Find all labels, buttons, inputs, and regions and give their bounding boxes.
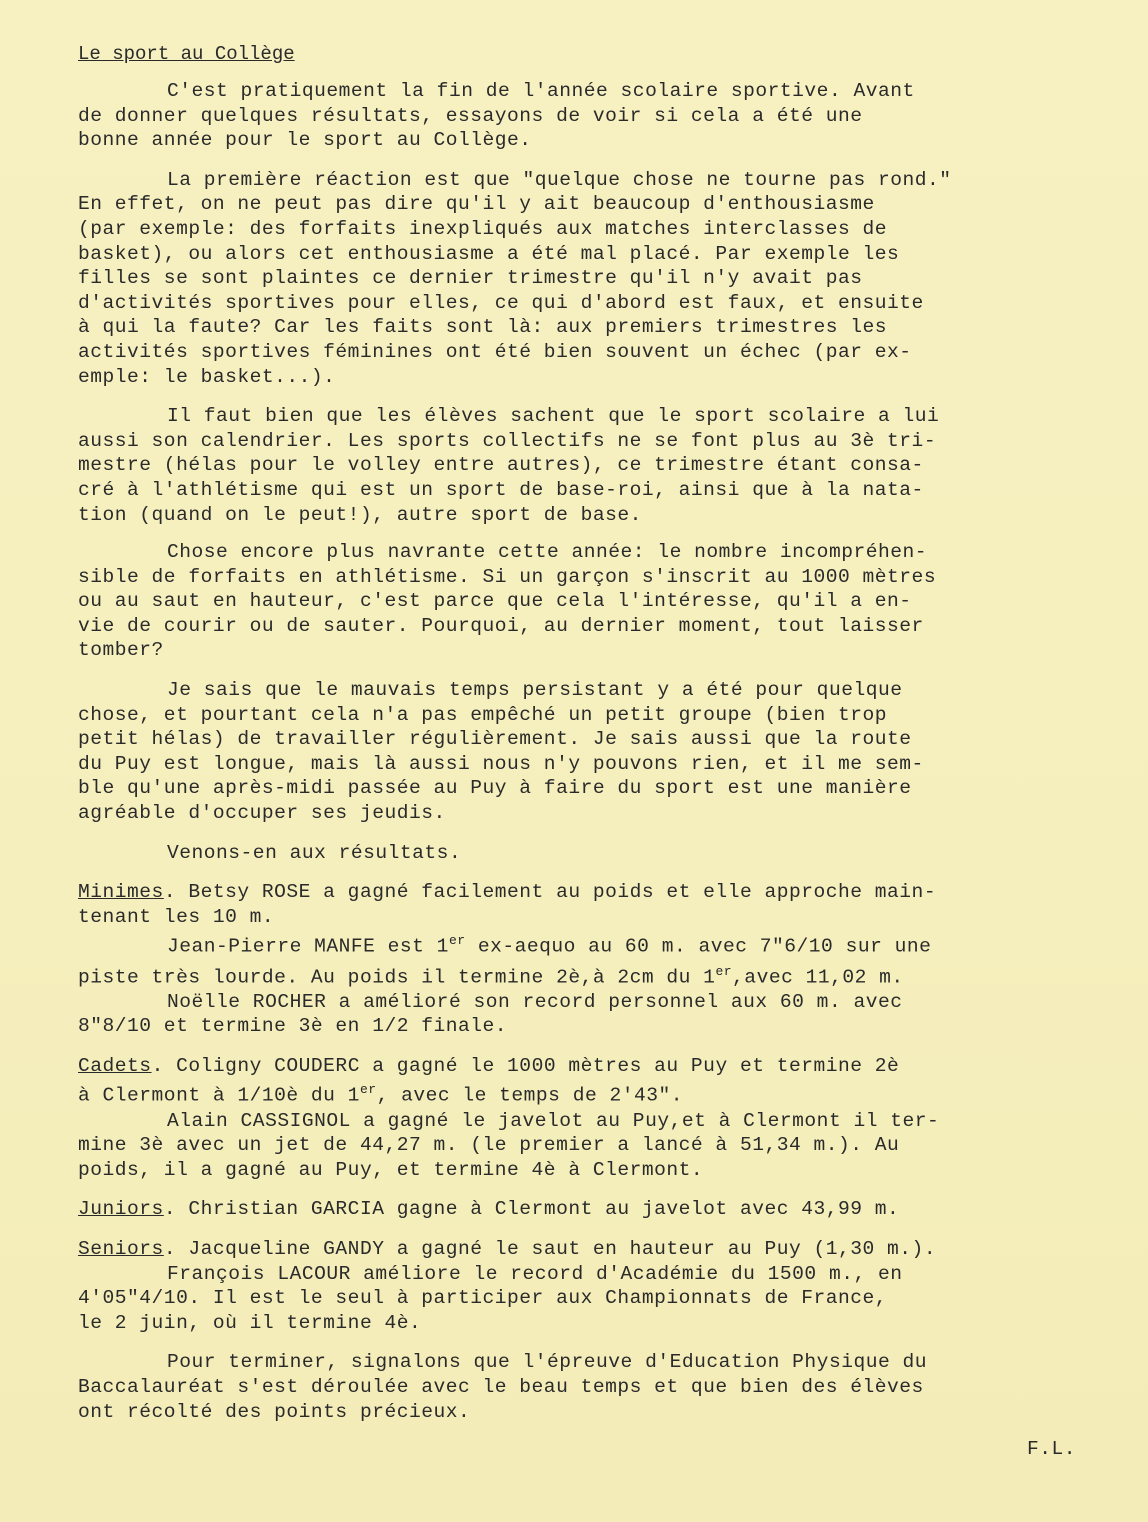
paragraph-forfeits: Chose encore plus navrante cette année: le nombre incompréhen- sible de forfaits en athlétisme. Si un garçon s'inscrit au 1000 mètres ou au saut en hauteur, c'est parce que cela l'intéresse, qu'il a en- vie de courir ou de sauter. Pourquoi, au dernier moment, tout laisser tomber? <box>78 541 937 662</box>
paragraph-results-intro: Venons-en aux résultats. <box>167 841 462 864</box>
results-minimes: Minimes. Betsy ROSE a gagné facilement au poids et elle approche main- tenant les 10 m. Jean-Pierre MANFE est 1er ex-aequo au 60 m. avec 7"6/10 sur une piste très lourde. Au poids il termine 2è,à 2cm du 1er,avec 11,02 m. Noëlle ROCHER a amélioré son record personnel aux 60 m. avec 8"8/10 et termine 3è en 1/2 finale. <box>78 881 937 1038</box>
paragraph-intro: C'est pratiquement la fin de l'année scolaire sportive. Avant de donner quelques résultats, essayons de voir si cela a été une bonne année pour le sport au Collège. <box>78 80 915 152</box>
results-cadets: Cadets. Coligny COUDERC a gagné le 1000 mètres au Puy et termine 2è à Clermont à 1/10è du 1er, avec le temps de 2'43". Alain CASSIGNOL a gagné le javelot au Puy,et à Clermont il ter- mine 3è avec un jet de 44,27 m. (le premier a lancé à 51,34 m.). Au poids, il a gagné au Puy, et termine 4è à Clermont. <box>78 1054 940 1181</box>
paragraph-reaction: La première réaction est que "quelque chose ne tourne pas rond." En effet, on ne peut pas dire qu'il y ait beaucoup d'enthousiasme (par exemple: des forfaits inexpliqués aux matches interclasses de basket), ou alors cet enthousiasme a été mal placé. Par exemple les filles se sont plaintes ce dernier trimestre qu'il n'y avait pas d'activités sportives pour elles, ce qui d'abord est faux, et ensuite à qui la faute? Car les faits sont là: aux premiers trimestres les activités sportives féminines ont été bien souvent un échec (par ex- emple: le basket...). <box>78 168 952 388</box>
paragraph-weather: Je sais que le mauvais temps persistant y a été pour quelque chose, et pourtant cela n'a pas empêché un petit groupe (bien trop petit hélas) de travailler régulièrement. Je sais aussi que la route du Puy est longue, mais là aussi nous n'y pouvons rien, et il me sem- ble qu'une après-midi passée au Puy à faire du sport est une manière agréable d'occuper ses jeudis. <box>78 679 924 825</box>
results-seniors: Seniors. Jacqueline GANDY a gagné le saut en hauteur au Puy (1,30 m.). François LACOUR améliore le record d'Académie du 1500 m., en 4'05"4/10. Il est le seul à participer aux Championnats de France, le 2 juin, où il termine 4è. <box>78 1237 937 1334</box>
article-title: Le sport au Collège <box>78 43 295 65</box>
category-label-juniors: Juniors <box>78 1198 164 1221</box>
category-label-minimes: Minimes <box>78 881 164 904</box>
paragraph-closing: Pour terminer, signalons que l'épreuve d'Education Physique du Baccalauréat s'est déroulée avec le beau temps et que bien des élèves ont récolté des points précieux. <box>78 1351 928 1423</box>
results-juniors: Juniors. Christian GARCIA gagne à Clermont au javelot avec 43,99 m. <box>78 1198 900 1221</box>
paragraph-calendar: Il faut bien que les élèves sachent que le sport scolaire a lui aussi son calendrier. Les sports collectifs ne se font plus au 3è tri- mestre (hélas pour le volley entre autres), ce trimestre étant consa- cré à l'athlétisme qui est un sport de base-roi, ainsi que à la nata- tion (quand on le peut!), autre sport de base. <box>78 405 940 526</box>
signature: F.L. <box>1026 1438 1076 1461</box>
category-label-cadets: Cadets <box>78 1054 152 1077</box>
category-label-seniors: Seniors <box>78 1237 164 1260</box>
